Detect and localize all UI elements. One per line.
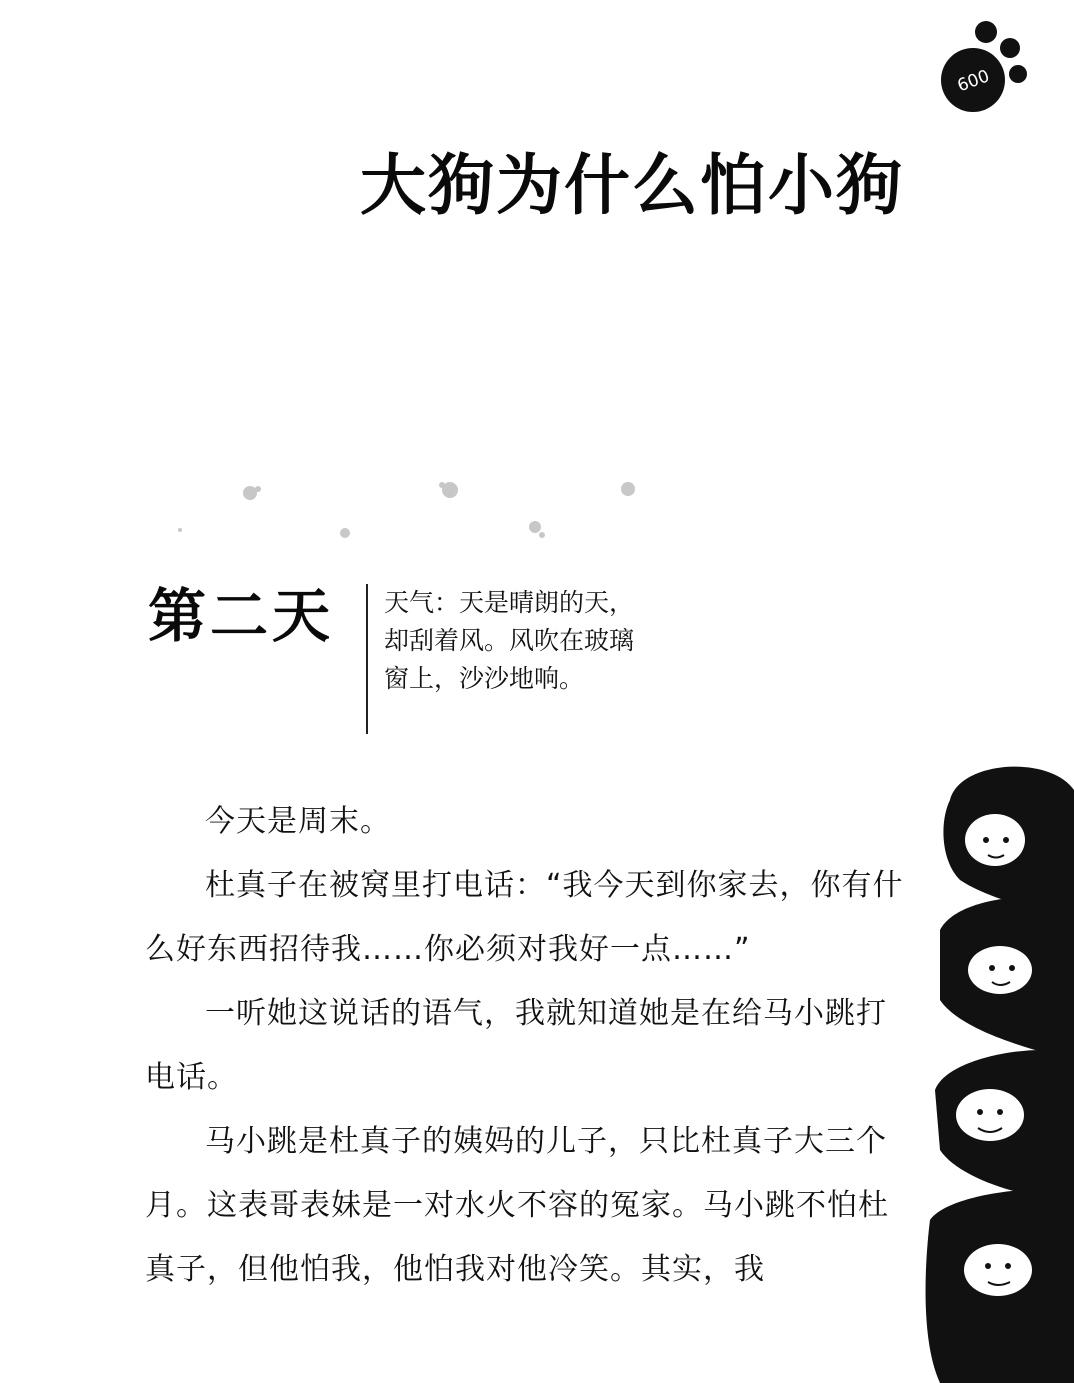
- paw-page-number-icon: [930, 18, 1030, 118]
- weather-note: [384, 584, 684, 698]
- weather-line: 窗上，沙沙地响。: [384, 664, 585, 693]
- story-body: [145, 790, 905, 1302]
- paragraph: 杜真子在被窝里打电话：“我今天到你家去，你有什么好东西招待我……你必须对我好一点……”: [145, 868, 904, 967]
- page-number: 009: [953, 64, 992, 95]
- weather-line: 天气：天是晴朗的天，: [384, 588, 635, 617]
- decorative-specks: [150, 455, 670, 555]
- paragraph: 一听她这说话的语气，我就知道她是在给马小跳打电话。: [145, 996, 887, 1095]
- divider: [366, 584, 368, 734]
- diary-header: [140, 576, 700, 736]
- paragraph: 马小跳是杜真子的姨妈的儿子，只比杜真子大三个月。这表哥表妹是一对水火不容的冤家。马小跳不怕杜真子，但他怕我，他怕我对他冷笑。其实，我: [145, 1124, 889, 1287]
- day-label: 第二天: [148, 582, 335, 650]
- chapter-title: 大狗为什么怕小狗: [360, 147, 904, 224]
- paragraph: 今天是周末。: [205, 804, 391, 839]
- children-illustration: [920, 760, 1074, 1383]
- weather-line: 却刮着风。风吹在玻璃: [384, 626, 635, 655]
